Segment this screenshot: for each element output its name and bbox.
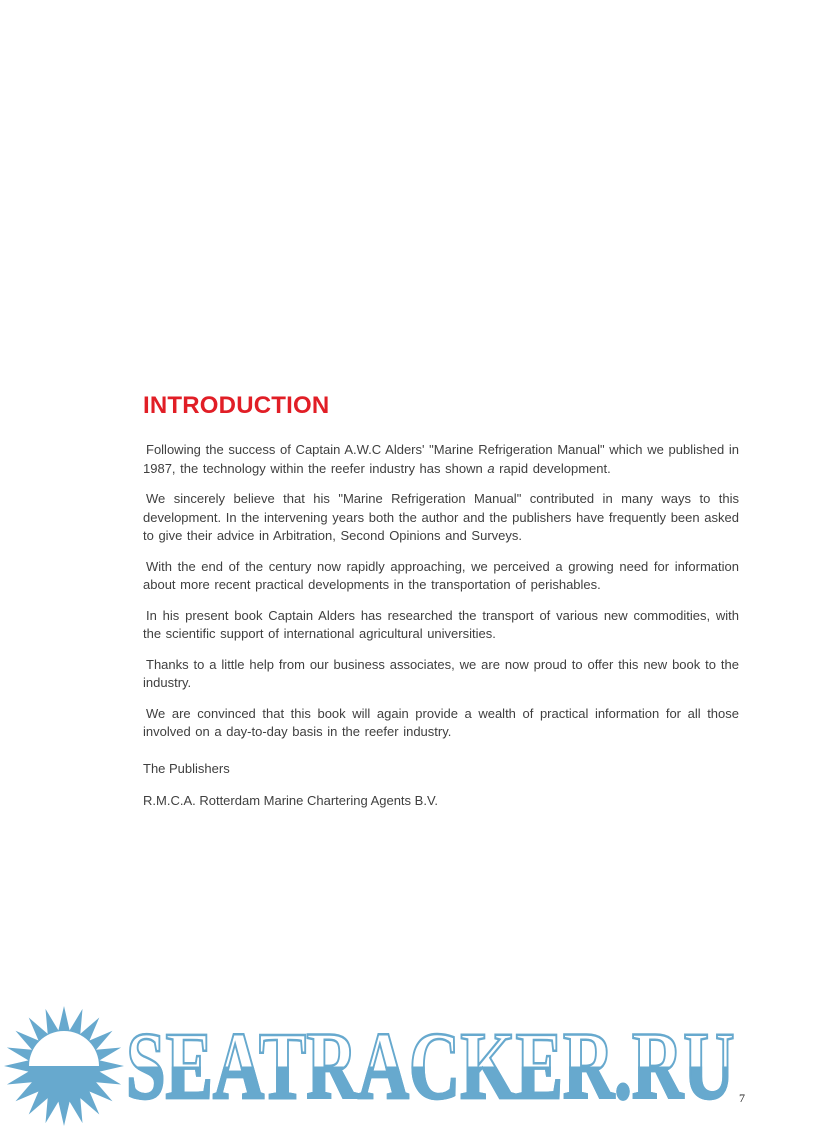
paragraph: Thanks to a little help from our business associates, we are now proud to offer this new book to the industry. [143,656,739,690]
paragraph: With the end of the century now rapidly approaching, we perceived a growing need for information about more recent practical developments in the transportation of perishables. [143,558,739,592]
signoff-publishers: The Publishers [143,761,230,776]
page-title: INTRODUCTION [143,392,330,419]
sun-rays [4,1006,124,1126]
watermark [0,1003,826,1130]
paragraph: We sincerely believe that his "Marine Refrigeration Manual" contributed in many ways to this development. In the intervening years both the author and the publishers have frequently been asked to give their advice in Arbitration, Second Opinions and Surveys. [143,491,739,543]
page-number: 7 [739,1091,745,1105]
watermark-text: SEATRACKER.RU [126,1003,735,1128]
paragraphs-container [143,441,739,754]
paragraph: We are convinced that this book will again provide a wealth of practical information for all those involved on a day-to-day basis in the reefer industry. [143,705,739,739]
paragraph: In his present book Captain Alders has researched the transport of various new commodities, with the scientific support of international agricultural universities. [143,607,739,641]
paragraph: Following the success of Captain A.W.C Alders' "Marine Refrigeration Manual" which we published in 1987, the technology within the reefer industry has shown a rapid development. [143,442,739,476]
signoff-company: R.M.C.A. Rotterdam Marine Chartering Agents B.V. [143,793,439,808]
sun-dome [29,1031,99,1066]
sun-icon [3,1005,125,1127]
